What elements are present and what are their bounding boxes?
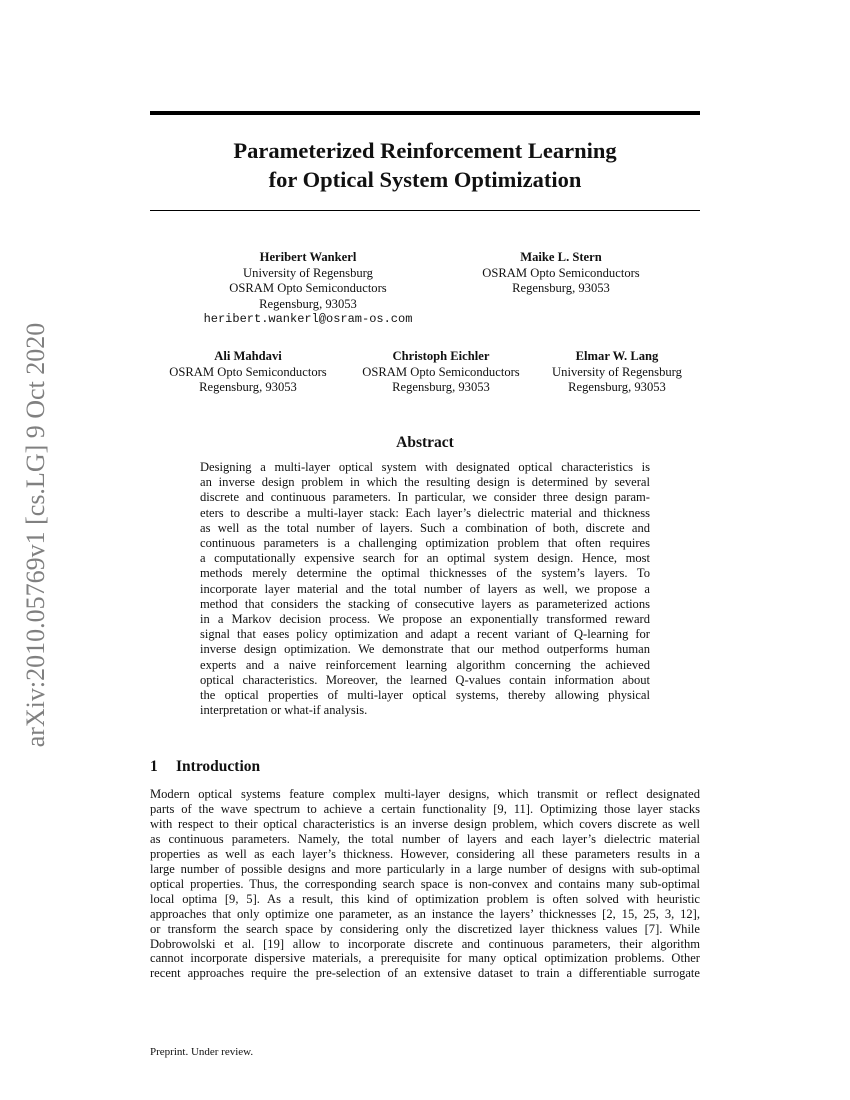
text-line: local optima [9, 5]. As a result, this kind of optimization problem is often solved with heuristic: [150, 891, 700, 906]
author-block: [204, 250, 413, 328]
author-location: Regensburg, 93053: [259, 296, 357, 311]
text-line: as well as the total number of layers. Such a combination of both, discrete and: [200, 520, 650, 535]
text-line: in a Markov decision process. We propose an exponentially transformed reward: [200, 612, 650, 627]
text-line: experts and a naive reinforcement learning algorithm concerning the achieved: [200, 657, 650, 672]
author-name: Ali Mahdavi: [214, 349, 282, 363]
abstract-heading: Abstract: [396, 434, 454, 451]
title-bottom-rule: [150, 210, 700, 211]
text-line: recent approaches require the pre-selection of an extensive dataset to train a differentiable surrogate: [150, 966, 700, 981]
author-block: [362, 349, 519, 396]
title-line: for Optical System Optimization: [268, 167, 582, 192]
text-line: methods merely determine the optimal thicknesses of the system’s layers. To: [200, 566, 650, 581]
text-line: method that considers the stacking of consecutive layers as parameterized actions: [200, 596, 650, 611]
text-line: optical properties. Thus, the corresponding search space is non-convex and contains many sub-optimal: [150, 876, 700, 891]
title-line: Parameterized Reinforcement Learning: [233, 138, 617, 163]
text-line: incorporate layer material and the total number of layers as well, we propose a: [200, 581, 650, 596]
introduction-body: [150, 787, 700, 981]
text-line: Designing a multi-layer optical system with designated optical characteristics is: [200, 460, 650, 474]
text-line: cannot incorporate dispersive materials, a prerequisite for many optical optimization problems. Other: [150, 951, 700, 966]
author-affiliation: University of Regensburg: [552, 364, 682, 379]
text-line: inverse design optimization. We demonstrate that our method outperforms human: [200, 642, 650, 657]
text-line: an inverse design problem in which the resulting design is determined by several: [200, 475, 650, 490]
text-line: properties as well as each layer’s thickness. However, considering all these parameters results in a: [150, 846, 700, 861]
author-block: [552, 349, 682, 396]
author-affiliation: OSRAM Opto Semiconductors: [169, 364, 327, 379]
text-line: approaches that only optimize one parameter, as an instance the layers’ thicknesses [2, 15, 25, 3, 12],: [150, 906, 700, 921]
section-heading-introduction: [150, 758, 260, 776]
author-name: Heribert Wankerl: [259, 250, 357, 264]
author-block: [482, 250, 639, 297]
text-line: the optical properties of multi-layer optical systems, thereby allowing physical: [200, 688, 650, 703]
text-line: discrete and continuous parameters. In particular, we consider three design param-: [200, 490, 650, 505]
author-name: Christoph Eichler: [392, 349, 490, 363]
arxiv-identifier-stamp[interactable]: arXiv:2010.05769v1 [cs.LG] 9 Oct 2020: [21, 322, 50, 748]
paper-title: [150, 136, 700, 194]
text-line: with respect to their optical characteristics is an inverse design problem, which covers discrete as well: [150, 816, 700, 831]
text-line: parts of the wave spectrum to achieve a certain functionality [9, 11]. Optimizing those layer stacks: [150, 801, 700, 816]
author-affiliation: OSRAM Opto Semiconductors: [482, 265, 640, 280]
author-location: Regensburg, 93053: [568, 380, 666, 394]
author-name: Elmar W. Lang: [575, 349, 659, 363]
text-line: large number of possible designs and more particularly in a large number of designs with sub-optimal: [150, 861, 700, 876]
text-line: interpretation or what-if analysis.: [200, 703, 368, 718]
text-line: signal that eases policy optimization and adapt a recent variant of Q-learning for: [200, 627, 650, 642]
footer-note: Preprint. Under review.: [150, 1046, 254, 1058]
text-line: optical characteristics. Moreover, the learned Q-values contain information about: [200, 672, 650, 687]
text-line: eters to describe a multi-layer stack: Each layer’s dielectric material and thickness: [200, 505, 650, 520]
text-line: as continuous parameters. Namely, the total number of layers and each layer’s dielectric material: [150, 831, 700, 846]
text-line: or transform the search space by considering only the discretized layer thickness values [7]. While: [150, 921, 700, 936]
author-affiliation: OSRAM Opto Semiconductors: [362, 364, 520, 379]
text-line: Dobrowolski et al. [19] allow to incorporate discrete and continuous parameters, their algorithm: [150, 936, 700, 951]
author-block: [169, 349, 326, 396]
text-line: continuous parameters is a challenging optimization problem that often requires: [200, 536, 650, 551]
author-name: Maike L. Stern: [520, 250, 602, 264]
author-location: Regensburg, 93053: [392, 380, 490, 394]
author-affiliation: OSRAM Opto Semiconductors: [229, 281, 387, 295]
author-email[interactable]: heribert.wankerl@osram-os.com: [203, 312, 413, 326]
text-line: Modern optical systems feature complex multi-layer designs, which transmit or reflect designated: [150, 787, 700, 801]
author-affiliation: University of Regensburg: [243, 265, 373, 280]
author-location: Regensburg, 93053: [512, 281, 610, 295]
title-top-rule: [150, 111, 700, 115]
text-line: a computationally expensive search for an optimal system design. Hence, most: [200, 551, 650, 566]
abstract-body: [200, 460, 650, 718]
author-location: Regensburg, 93053: [199, 380, 297, 394]
section-title: Introduction: [176, 758, 261, 775]
section-number: 1: [150, 758, 158, 775]
